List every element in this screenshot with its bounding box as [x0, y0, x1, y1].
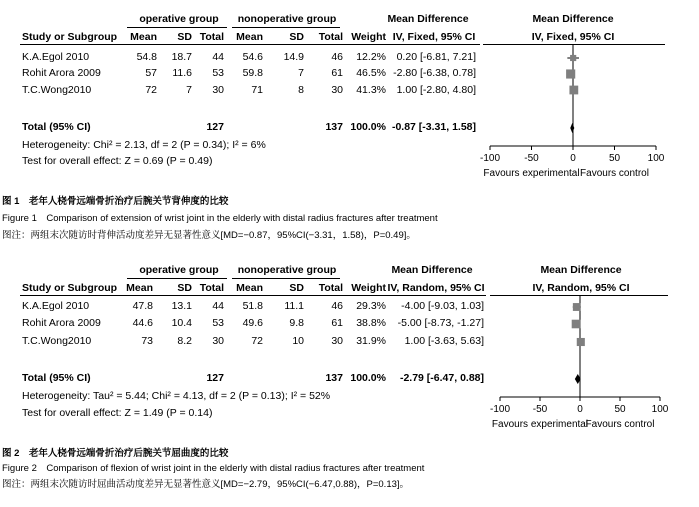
caption-note: 图注：两组末次随访时屈曲活动度差异无显著性意义[MD=−2.79，95%CI(−6.47,0.88)，P=0.13]。 — [2, 479, 410, 490]
ci-text: -5.00 [-8.73, -1.27] — [397, 317, 484, 329]
study-name: K.A.Egol 2010 — [22, 300, 90, 312]
heterogeneity-text: Heterogeneity: Tau² = 5.44; Chi² = 4.13, df = 2 (P = 0.13); I² = 52% — [22, 390, 331, 402]
non-sd: 11.1 — [284, 300, 304, 312]
favours-right-label: Favours control — [585, 419, 655, 430]
op-mean: 72 — [145, 84, 157, 96]
header-study: Study or Subgroup — [22, 282, 118, 294]
header-non-mean: Mean — [236, 31, 263, 43]
header-op-sd: SD — [177, 282, 192, 294]
ci-text: 1.00 [-3.63, 5.63] — [404, 335, 484, 347]
non-sd: 7 — [298, 67, 304, 79]
op-mean: 44.6 — [132, 317, 153, 329]
header-op-total: Total — [199, 31, 224, 43]
nonoperative-group-label: nonoperative group — [237, 13, 337, 25]
total-label: Total (95% CI) — [22, 121, 91, 133]
op-sd: 10.4 — [171, 317, 192, 329]
operative-group-label: operative group — [139, 264, 219, 276]
weight: 12.2% — [356, 51, 386, 63]
header-weight: Weight — [351, 31, 386, 43]
total-label: Total (95% CI) — [22, 372, 91, 384]
header-non-mean: Mean — [236, 282, 263, 294]
effect-square — [570, 55, 576, 61]
x-tick-label: -100 — [479, 153, 501, 164]
total-op: 127 — [206, 121, 224, 133]
header-op-total: Total — [199, 282, 224, 294]
non-mean: 49.6 — [242, 317, 263, 329]
op-mean: 57 — [145, 67, 157, 79]
caption-cn: 图 2 老年人桡骨远端骨折治疗后腕关节屈曲度的比较 — [2, 448, 229, 459]
op-mean: 47.8 — [132, 300, 153, 312]
caption-cn: 图 1 老年人桡骨远端骨折治疗后腕关节背伸度的比较 — [2, 196, 229, 207]
study-name: T.C.Wong2010 — [22, 84, 92, 96]
non-total: 61 — [331, 317, 343, 329]
op-sd: 11.6 — [172, 67, 192, 79]
op-sd: 18.7 — [171, 51, 192, 63]
x-tick-label: 100 — [647, 153, 665, 164]
weight: 41.3% — [356, 84, 386, 96]
non-sd: 8 — [298, 84, 304, 96]
total-weight: 100.0% — [350, 121, 386, 133]
header-plot-ci: IV, Random, 95% CI — [532, 282, 630, 294]
operative-group-label: operative group — [139, 13, 219, 25]
op-mean: 54.8 — [136, 51, 157, 63]
mean-difference-label: Mean Difference — [387, 13, 469, 25]
total-weight: 100.0% — [350, 372, 386, 384]
non-sd: 14.9 — [283, 51, 304, 63]
weight: 29.3% — [356, 300, 386, 312]
total-ci-text: -0.87 [-3.31, 1.58] — [391, 121, 476, 133]
overall-effect-text: Test for overall effect: Z = 1.49 (P = 0.14) — [22, 407, 213, 419]
header-ci: IV, Random, 95% CI — [387, 282, 485, 294]
favours-right-label: Favours control — [580, 168, 649, 179]
header-plot-ci: IV, Fixed, 95% CI — [531, 31, 615, 43]
op-mean: 73 — [141, 335, 153, 347]
effect-square — [573, 303, 581, 311]
ci-text: 0.20 [-6.81, 7.21] — [396, 51, 476, 63]
ci-text: -2.80 [-6.38, 0.78] — [393, 67, 476, 79]
header-non-sd: SD — [289, 31, 304, 43]
pooled-diamond — [570, 123, 574, 133]
op-total: 30 — [212, 335, 224, 347]
caption-en: Figure 1 Comparison of extension of wrist joint in the elderly with distal radius fractures after treatment — [2, 213, 438, 224]
total-ci-text: -2.79 [-6.47, 0.88] — [399, 372, 484, 384]
op-total: 53 — [212, 67, 224, 79]
total-op: 127 — [206, 372, 224, 384]
overall-effect-text: Test for overall effect: Z = 0.69 (P = 0.49) — [22, 155, 213, 167]
op-total: 44 — [212, 300, 224, 312]
x-tick-label: 50 — [608, 153, 621, 164]
effect-square — [569, 86, 578, 95]
x-tick-label: -50 — [532, 404, 548, 415]
effect-square — [572, 320, 581, 329]
header-op-mean: Mean — [126, 282, 153, 294]
nonoperative-group-label: nonoperative group — [237, 264, 337, 276]
weight: 46.5% — [356, 67, 386, 79]
mean-difference-plot-label: Mean Difference — [532, 13, 614, 25]
weight: 31.9% — [356, 335, 386, 347]
study-name: Rohit Arora 2009 — [22, 67, 101, 79]
non-total: 30 — [331, 84, 343, 96]
x-tick-label: 50 — [614, 404, 626, 415]
non-sd: 9.8 — [289, 317, 304, 329]
forest-plot-2 — [0, 252, 699, 507]
op-sd: 13.1 — [171, 300, 192, 312]
effect-square — [577, 338, 585, 346]
forest-svg-1 — [0, 0, 699, 180]
mean-difference-plot-label: Mean Difference — [540, 264, 622, 276]
header-non-total: Total — [318, 282, 343, 294]
non-mean: 51.8 — [242, 300, 263, 312]
header-weight: Weight — [351, 282, 386, 294]
caption-en: Figure 2 Comparison of flexion of wrist joint in the elderly with distal radius fractures after treatment — [2, 463, 425, 474]
study-name: T.C.Wong2010 — [22, 335, 92, 347]
favours-left-label: Favours experimental — [483, 168, 580, 179]
total-non: 137 — [325, 372, 343, 384]
non-sd: 10 — [292, 335, 304, 347]
non-total: 46 — [331, 300, 343, 312]
header-op-mean: Mean — [130, 31, 157, 43]
x-tick-label: -50 — [524, 153, 539, 164]
op-total: 30 — [212, 84, 224, 96]
non-mean: 71 — [251, 84, 263, 96]
op-total: 44 — [212, 51, 224, 63]
weight: 38.8% — [356, 317, 386, 329]
x-tick-label: 100 — [651, 404, 669, 415]
x-tick-label: 0 — [577, 404, 583, 415]
caption-note: 图注：两组末次随访时背伸活动度差异无显著性意义[MD=−0.87，95%CI(−3.31，1.58)，P=0.49]。 — [2, 230, 416, 241]
op-sd: 7 — [186, 84, 192, 96]
heterogeneity-text: Heterogeneity: Chi² = 2.13, df = 2 (P = 0.34); I² = 6% — [22, 139, 266, 151]
op-sd: 8.2 — [177, 335, 192, 347]
non-mean: 59.8 — [242, 67, 263, 79]
total-non: 137 — [325, 121, 343, 133]
non-total: 30 — [331, 335, 343, 347]
header-non-total: Total — [318, 31, 343, 43]
forest-svg-2 — [0, 252, 699, 432]
header-study: Study or Subgroup — [22, 31, 118, 43]
forest-plot-1 — [0, 0, 699, 250]
non-total: 46 — [331, 51, 343, 63]
x-tick-label: 0 — [570, 153, 576, 164]
ci-text: 1.00 [-2.80, 4.80] — [396, 84, 476, 96]
favours-left-label: Favours experimental — [491, 419, 589, 430]
op-total: 53 — [212, 317, 224, 329]
ci-text: -4.00 [-9.03, 1.03] — [401, 300, 484, 312]
header-ci: IV, Fixed, 95% CI — [392, 31, 476, 43]
study-name: K.A.Egol 2010 — [22, 51, 90, 63]
effect-square — [566, 69, 575, 78]
header-op-sd: SD — [177, 31, 192, 43]
non-mean: 54.6 — [242, 51, 263, 63]
non-total: 61 — [331, 67, 343, 79]
header-non-sd: SD — [289, 282, 304, 294]
study-name: Rohit Arora 2009 — [22, 317, 101, 329]
x-tick-label: -100 — [489, 404, 511, 415]
mean-difference-label: Mean Difference — [391, 264, 473, 276]
non-mean: 72 — [251, 335, 263, 347]
